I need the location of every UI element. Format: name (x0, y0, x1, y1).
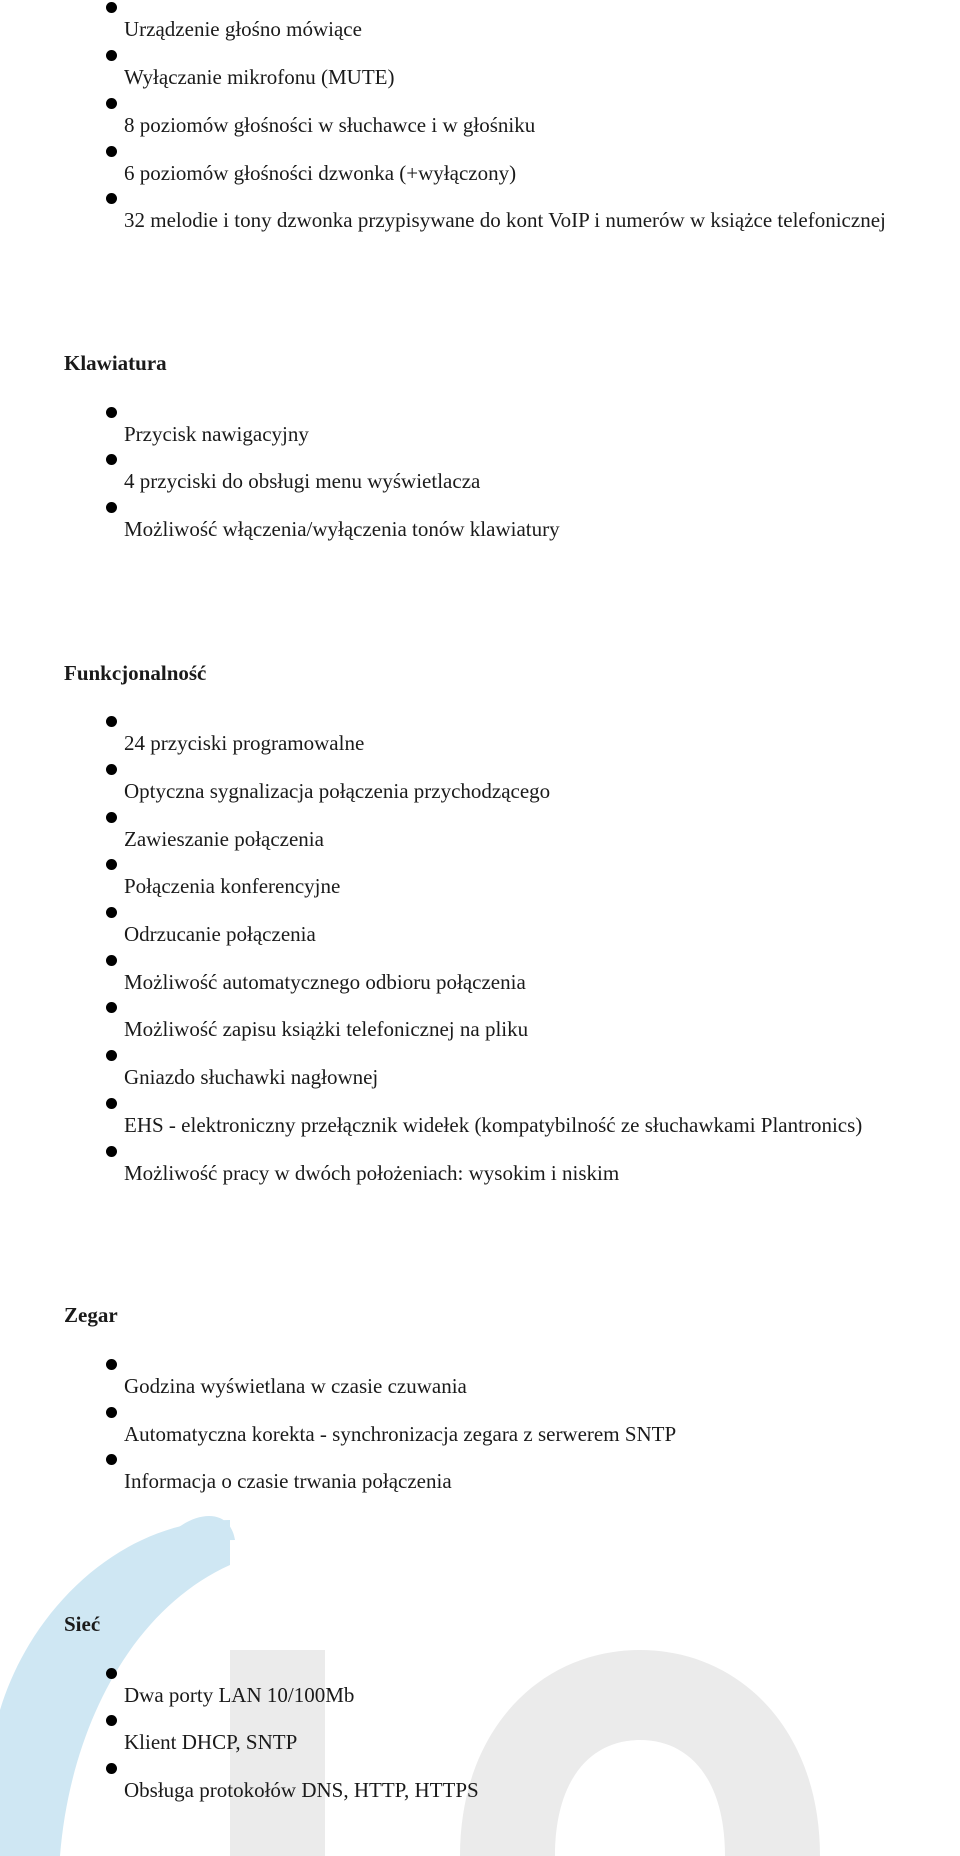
list-item: Godzina wyświetlana w czasie czuwania (124, 1374, 467, 1398)
watermark-ring-right (460, 1650, 820, 1856)
list-item: EHS - elektroniczny przełącznik widełek (kompatybilność ze słuchawkami Plantronics) (124, 1113, 863, 1137)
list-item: 6 poziomów głośności dzwonka (+wyłączony) (124, 161, 517, 185)
list-item: Odrzucanie połączenia (124, 922, 316, 946)
list-item: Gniazdo słuchawki nagłownej (124, 1065, 379, 1089)
list-item: Dwa porty LAN 10/100Mb (124, 1683, 355, 1707)
list-item: Wyłączanie mikrofonu (MUTE) (124, 65, 395, 89)
section-heading-funkcjonalnosc: Funkcjonalność (64, 661, 207, 685)
list-item: Przycisk nawigacyjny (124, 422, 309, 446)
list-item: Optyczna sygnalizacja połączenia przychodzącego (124, 779, 551, 803)
list-item: Obsługa protokołów DNS, HTTP, HTTPS (124, 1778, 479, 1802)
section-heading-klawiatura: Klawiatura (64, 351, 167, 375)
list-item: Zawieszanie połączenia (124, 827, 324, 851)
list-item: Możliwość pracy w dwóch położeniach: wysokim i niskim (124, 1161, 620, 1185)
section-heading-zegar: Zegar (64, 1303, 118, 1327)
list-item: Połączenia konferencyjne (124, 874, 341, 898)
list-item: Klient DHCP, SNTP (124, 1730, 298, 1754)
list-item: 4 przyciski do obsługi menu wyświetlacza (124, 469, 481, 493)
list-item: Możliwość zapisu książki telefonicznej na pliku (124, 1017, 529, 1041)
list-item: Automatyczna korekta - synchronizacja zegara z serwerem SNTP (124, 1422, 677, 1446)
list-item: Możliwość automatycznego odbioru połączenia (124, 970, 526, 994)
list-item: 32 melodie i tony dzwonka przypisywane do kont VoIP i numerów w książce telefonicznej (124, 208, 886, 232)
section-heading-siec: Sieć (64, 1612, 101, 1636)
list-item: 24 przyciski programowalne (124, 731, 365, 755)
list-item: Informacja o czasie trwania połączenia (124, 1469, 452, 1493)
list-item: Możliwość włączenia/wyłączenia tonów klawiatury (124, 517, 560, 541)
list-item: Urządzenie głośno mówiące (124, 17, 362, 41)
list-item: 8 poziomów głośności w słuchawce i w głośniku (124, 113, 536, 137)
